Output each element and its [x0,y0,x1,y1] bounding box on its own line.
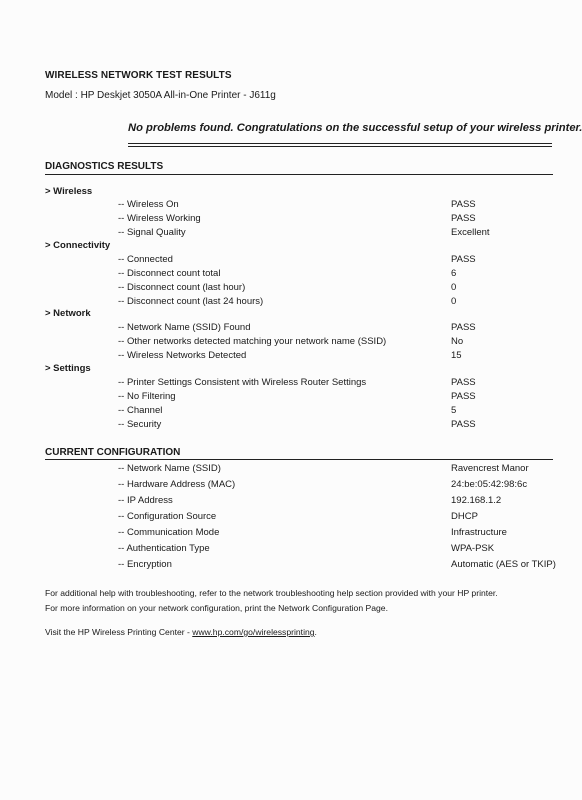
config-label: -- Communication Mode [118,527,220,538]
diag-label: -- Wireless Working [118,213,201,224]
group-network: > Network [45,308,91,319]
config-value: Automatic (AES or TKIP) [451,559,556,570]
diag-label: -- Disconnect count (last 24 hours) [118,296,264,307]
banner-rule-bottom [128,146,552,147]
diagnostics-heading: DIAGNOSTICS RESULTS [45,161,164,172]
group-wireless: > Wireless [45,186,93,197]
config-label: -- Network Name (SSID) [118,463,221,474]
group-connectivity: > Connectivity [45,240,111,251]
diag-label: -- Network Name (SSID) Found [118,322,251,333]
diag-label: -- Signal Quality [118,227,186,238]
diag-label: -- Connected [118,254,173,265]
result-banner: No problems found. Congratulations on the successful setup of your wireless printer. [128,122,582,134]
diag-label: -- Disconnect count (last hour) [118,282,246,293]
config-note: For more information on your network configuration, print the Network Configuration Page. [45,603,388,613]
config-label: -- Hardware Address (MAC) [118,479,236,490]
diag-label: -- Channel [118,405,163,416]
diag-label: -- Other networks detected matching your network name (SSID) [118,336,387,347]
diag-label: -- Disconnect count total [118,268,221,279]
config-value: 192.168.1.2 [451,495,502,506]
diag-value: 15 [451,350,462,361]
config-label: -- Configuration Source [118,511,217,522]
config-value: DHCP [451,511,478,522]
diag-label: -- Security [118,419,162,430]
diag-label: -- Wireless Networks Detected [118,350,247,361]
visit-suffix: . [314,627,317,637]
diag-label: -- Printer Settings Consistent with Wireless Router Settings [118,377,367,388]
diag-value: PASS [451,213,476,224]
report-title: WIRELESS NETWORK TEST RESULTS [45,70,232,81]
config-value: Infrastructure [451,527,507,538]
diagnostics-rule [45,174,553,175]
config-value: WPA-PSK [451,543,495,554]
diag-value: 0 [451,296,457,307]
config-value: 24:be:05:42:98:6c [451,479,528,490]
diag-value: No [451,336,464,347]
visit-prefix: Visit the HP Wireless Printing Center - [45,627,193,637]
group-settings: > Settings [45,363,91,374]
diag-value: 0 [451,282,457,293]
diag-value: PASS [451,322,476,333]
diag-value: PASS [451,419,476,430]
help-note: For additional help with troubleshooting, refer to the network troubleshooting help section provided with your HP printer. [45,588,498,598]
diag-value: PASS [451,199,476,210]
wireless-printing-link[interactable]: www.hp.com/go/wirelessprinting [192,627,315,637]
diag-value: Excellent [451,227,490,238]
config-label: -- IP Address [118,495,173,506]
config-value: Ravencrest Manor [451,463,529,474]
visit-note [45,627,317,637]
config-label: -- Encryption [118,559,172,570]
configuration-rule [45,459,553,460]
diag-value: PASS [451,254,476,265]
banner-rule-top [128,143,552,144]
diag-label: -- Wireless On [118,199,179,210]
diag-value: PASS [451,391,476,402]
configuration-heading: CURRENT CONFIGURATION [45,447,181,458]
printer-model: Model : HP Deskjet 3050A All-in-One Printer - J611g [45,90,276,101]
config-label: -- Authentication Type [118,543,210,554]
diag-value: 6 [451,268,457,279]
diag-value: 5 [451,405,457,416]
diag-label: -- No Filtering [118,391,176,402]
diag-value: PASS [451,377,476,388]
